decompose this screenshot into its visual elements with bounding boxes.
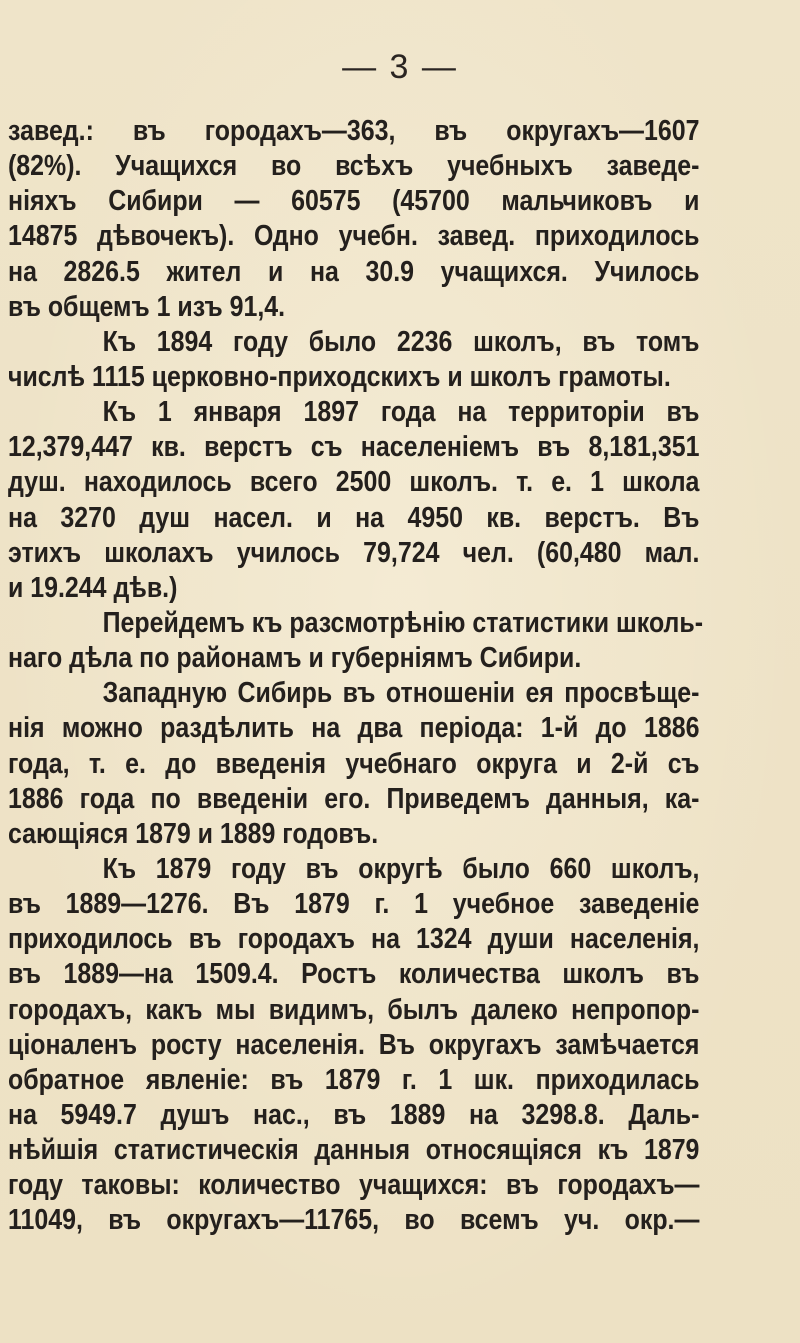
text-line: числѣ 1115 церковно-приходскихъ и школъ грамоты. — [8, 360, 671, 393]
text-line: и 19.244 дѣв.) — [8, 571, 178, 604]
text-line: сающіяся 1879 и 1889 годовъ. — [8, 817, 379, 850]
text-line: завед.: въ городахъ—363, въ округахъ—1607 — [8, 115, 700, 147]
text-line: Къ 1879 году въ округѣ было 660 школъ, — [102, 852, 700, 885]
text-line: нія можно раздѣлить на два періода: 1-й до 1886 — [8, 712, 700, 745]
text-line: этихъ школахъ училось 79,724 чел. (60,480 мал. — [8, 536, 700, 569]
text-line: 12,379,447 кв. верстъ съ населеніемъ въ 8,181,351 — [8, 431, 700, 464]
text-line: Западную Сибирь въ отношеніи ея просвѣще- — [102, 677, 700, 710]
text-line: на 5949.7 душъ нас., въ 1889 на 3298.8. Даль- — [8, 1098, 700, 1131]
text-line: на 3270 душ насел. и на 4950 кв. верстъ. Въ — [8, 501, 700, 534]
text-line: Къ 1 января 1897 года на территоріи въ — [102, 396, 700, 429]
body-text — [8, 114, 704, 1239]
text-line: нѣйшія статистическія данныя относящіяся къ 1879 — [8, 1134, 700, 1167]
text-line: ніяхъ Сибири — 60575 (45700 мальчиковъ и — [8, 185, 700, 218]
text-line: (82%). Учащихся во всѣхъ учебныхъ заведе- — [8, 150, 700, 183]
text-line: наго дѣла по районамъ и губерніямъ Сибири. — [8, 642, 582, 675]
text-line: году таковы: количество учащихся: въ городахъ— — [8, 1169, 700, 1202]
text-line: Перейдемъ къ разсмотрѣнію статистики школь- — [102, 606, 704, 639]
page-number: — 3 — — [342, 48, 458, 86]
text-line: приходилось въ городахъ на 1324 души населенія, — [8, 923, 700, 956]
text-line: городахъ, какъ мы видимъ, былъ далеко непропор- — [8, 993, 700, 1026]
text-line: душ. находилось всего 2500 школъ. т. е. 1 школа — [8, 466, 700, 499]
text-line: 11049, въ округахъ—11765, во всемъ уч. окр.— — [8, 1204, 700, 1237]
text-line: въ 1889—на 1509.4. Ростъ количества школъ въ — [8, 958, 700, 991]
text-line: на 2826.5 жител и на 30.9 учащихся. Училось — [8, 255, 700, 288]
text-line: въ общемъ 1 изъ 91,4. — [8, 290, 286, 323]
text-line: года, т. е. до введенія учебнаго округа и 2-й съ — [8, 747, 700, 780]
text-line: Къ 1894 году было 2236 школъ, въ томъ — [102, 325, 700, 358]
text-line: въ 1889—1276. Въ 1879 г. 1 учебное заведеніе — [8, 888, 700, 921]
text-line: 14875 дѣвочекъ). Одно учебн. завед. приходилось — [8, 220, 700, 253]
text-line: обратное явленіе: въ 1879 г. 1 шк. приходилась — [8, 1063, 700, 1096]
text-line: ціоналенъ росту населенія. Въ округахъ замѣчается — [8, 1028, 700, 1061]
text-line: 1886 года по введеніи его. Приведемъ данныя, ка- — [8, 782, 700, 815]
